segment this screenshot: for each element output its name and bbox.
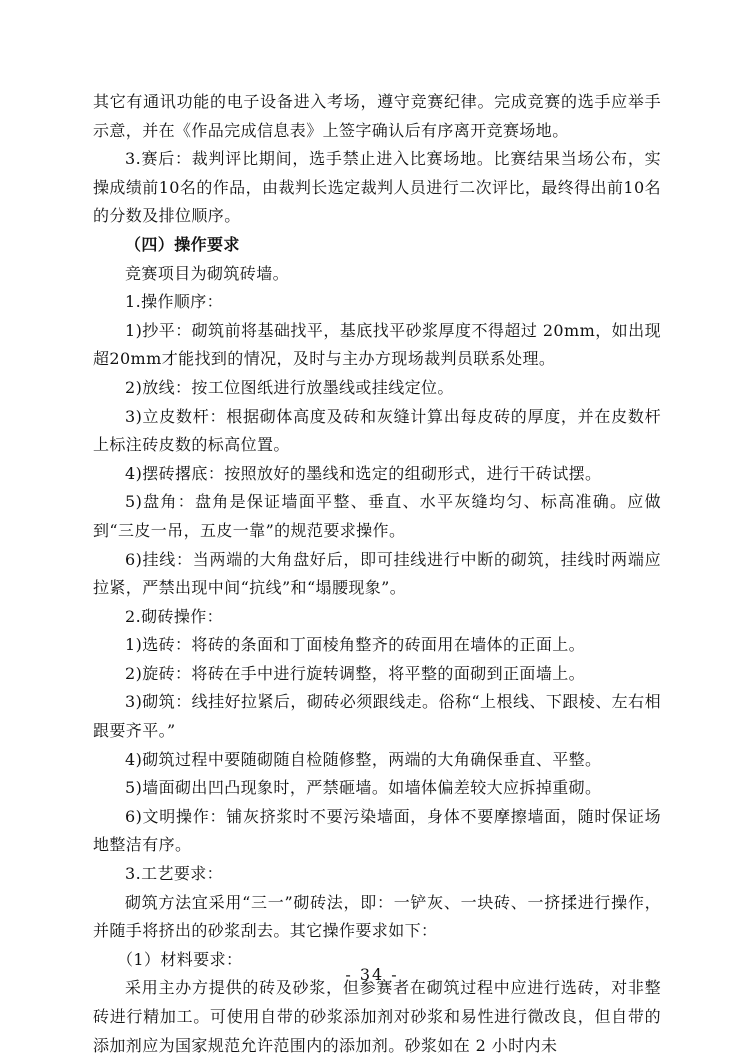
paragraph: 其它有通讯功能的电子设备进入考场，遵守竞赛纪律。完成竞赛的选手应举手示意，并在《作品完成信息表》上签字确认后有序离开竞赛场地。 xyxy=(93,92,661,140)
paragraph: 采用主办方提供的砖及砂浆，但参赛者在砌筑过程中应进行选砖，对非整砖进行精加工。可使用自带的砂浆添加剂对砂浆和易性进行微改良，但自带的添加剂应为国家规范允许范围内的添加剂。砂浆如在 2 小时内未 xyxy=(93,978,661,1055)
paragraph: 3.赛后：裁判评比期间，选手禁止进入比赛场地。比赛结果当场公布，实操成绩前10名的作品，由裁判长选定裁判人员进行二次评比，最终得出前10名的分数及排位顺序。 xyxy=(93,149,661,226)
paragraph: 3.工艺要求： xyxy=(125,864,224,884)
section-heading: （四）操作要求 xyxy=(125,234,240,254)
page-number: - 34 - xyxy=(345,965,399,984)
paragraph: 1)选砖：将砖的条面和丁面棱角整齐的砖面用在墙体的正面上。 xyxy=(125,635,586,655)
paragraph: 2.砌砖操作： xyxy=(125,606,224,626)
paragraph: 2)旋砖：将砖在手中进行旋转调整，将平整的面砌到正面墙上。 xyxy=(125,663,586,683)
paragraph: 2)放线：按工位图纸进行放墨线或挂线定位。 xyxy=(125,377,454,397)
paragraph: 1.操作顺序： xyxy=(125,292,224,312)
paragraph: 4)砌筑过程中要随砌随自检随修整，两端的大角确保垂直、平整。 xyxy=(125,749,602,769)
document-body xyxy=(93,88,661,1060)
paragraph: 1)抄平：砌筑前将基础找平，基底找平砂浆厚度不得超过 20mm，如出现超20mm才能找到的情况，及时与主办方现场裁判员联系处理。 xyxy=(93,320,661,369)
paragraph: 3)砌筑：线挂好拉紧后，砌砖必须跟线走。俗称“上根线、下跟棱、左右相跟要齐平。” xyxy=(93,692,661,741)
paragraph: 5)盘角：盘角是保证墙面平整、垂直、水平灰缝均匀、标高准确。应做到“三皮一吊，五皮一靠”的规范要求操作。 xyxy=(93,492,661,540)
paragraph: 4)摆砖撂底：按照放好的墨线和选定的组砌形式，进行干砖试摆。 xyxy=(125,463,602,483)
paragraph: 6)挂线：当两端的大角盘好后，即可挂线进行中断的砌筑，挂线时两端应拉紧，严禁出现中间“抗线”和“塌腰现象”。 xyxy=(93,549,661,598)
paragraph: 5)墙面砌出凹凸现象时，严禁砸墙。如墙体偏差较大应拆掉重砌。 xyxy=(125,778,602,798)
paragraph: 6)文明操作：铺灰挤浆时不要污染墙面，身体不要摩擦墙面，随时保证场地整洁有序。 xyxy=(93,806,661,855)
paragraph: 竞赛项目为砌筑砖墙。 xyxy=(125,263,290,283)
paragraph: 砌筑方法宜采用“三一”砌砖法，即：一铲灰、一块砖、一挤揉进行操作，并随手将挤出的砂浆刮去。其它操作要求如下： xyxy=(93,892,661,941)
paragraph: 3)立皮数杆：根据砌体高度及砖和灰缝计算出每皮砖的厚度，并在皮数杆上标注砖皮数的标高位置。 xyxy=(93,406,661,455)
paragraph: （1）材料要求： xyxy=(117,949,243,969)
